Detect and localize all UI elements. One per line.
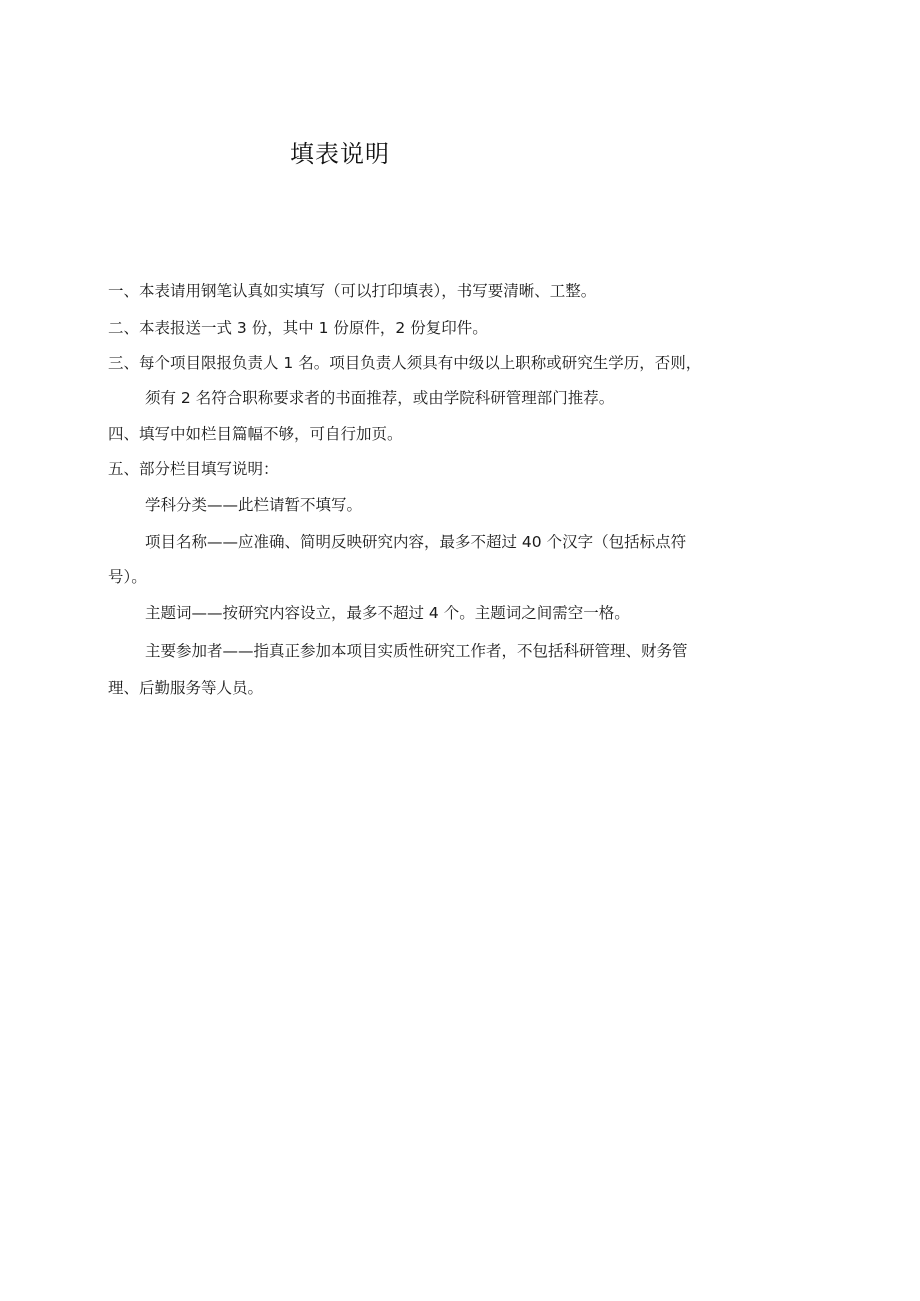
- document-title: 填表说明: [290, 140, 390, 168]
- instruction-subitem-project-name-continued: 号）。: [108, 568, 147, 586]
- instruction-line-3: 三、每个项目限报负责人 1 名。项目负责人须具有中级以上职称或研究生学历，否则，: [108, 354, 702, 372]
- instruction-line-5: 五、部分栏目填写说明：: [108, 460, 279, 478]
- instruction-subitem-keywords: 主题词——按研究内容设立，最多不超过 4 个。主题词之间需空一格。: [145, 604, 630, 622]
- instruction-line-1: 一、本表请用钢笔认真如实填写（可以打印填表），书写要清晰、工整。: [108, 282, 597, 300]
- instruction-subitem-participants: 主要参加者——指真正参加本项目实质性研究工作者，不包括科研管理、财务管: [145, 642, 688, 660]
- instruction-subitem-discipline: 学科分类——此栏请暂不填写。: [145, 496, 363, 514]
- instruction-line-2: 二、本表报送一式 3 份，其中 1 份原件，2 份复印件。: [108, 319, 488, 337]
- instruction-line-4: 四、填写中如栏目篇幅不够，可自行加页。: [108, 425, 403, 443]
- instruction-line-3-continued: 须有 2 名符合职称要求者的书面推荐，或由学院科研管理部门推荐。: [145, 389, 615, 407]
- instruction-subitem-participants-continued: 理、后勤服务等人员。: [108, 679, 264, 697]
- instruction-subitem-project-name: 项目名称——应准确、简明反映研究内容，最多不超过 40 个汉字（包括标点符: [145, 533, 687, 551]
